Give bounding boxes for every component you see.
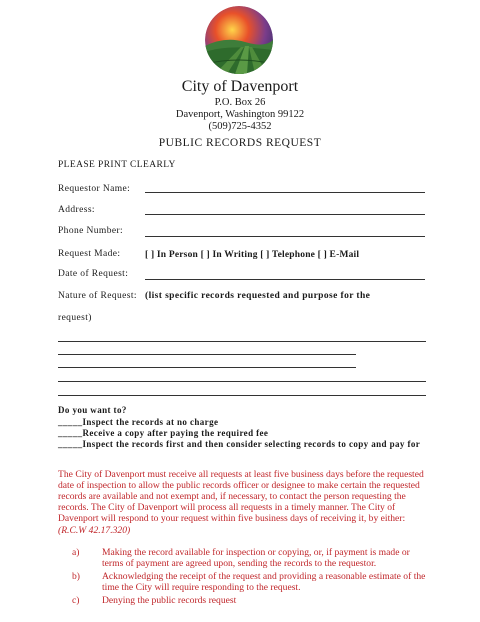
option-inspect[interactable]: _____Inspect the records at no charge bbox=[58, 417, 219, 427]
city-name: City of Davenport bbox=[181, 78, 299, 95]
response-letter-b: b) bbox=[72, 571, 80, 582]
date-of-request-field[interactable] bbox=[145, 279, 425, 280]
notice-line-3: records are available and not exempt and, if necessary, to contact the person requesting the bbox=[58, 491, 406, 502]
response-c-line-1: Denying the public records request bbox=[102, 595, 237, 606]
notice-line-4: records. The City of Davenport will process all requests in a timely manner. The City of bbox=[58, 502, 396, 513]
nature-of-request-label: Nature of Request: bbox=[58, 291, 137, 301]
request-made-label: Request Made: bbox=[58, 249, 121, 259]
response-b-line-1: Acknowledging the receipt of the request and providing a reasonable estimate of the bbox=[102, 571, 426, 582]
address-field[interactable] bbox=[145, 214, 425, 215]
phone: (509)725-4352 bbox=[208, 121, 272, 132]
options-question: Do you want to? bbox=[58, 405, 127, 415]
city-state: Davenport, Washington 99122 bbox=[175, 109, 305, 120]
nature-line-3[interactable] bbox=[58, 367, 356, 368]
nature-hint: (list specific records requested and purpose for the bbox=[145, 291, 371, 301]
response-a-line-1: Making the record available for inspection or copying, or, if payment is made or bbox=[102, 547, 410, 558]
request-method-options[interactable]: [ ] In Person [ ] In Writing [ ] Telephone [ ] E-Mail bbox=[145, 250, 360, 260]
form-title: PUBLIC RECORDS REQUEST bbox=[158, 137, 322, 149]
option-inspect-then-copy[interactable]: _____Inspect the records first and then consider selecting records to copy and pay for bbox=[58, 439, 421, 449]
city-logo bbox=[205, 6, 273, 74]
response-b-line-2: time the City will require responding to the request. bbox=[102, 582, 301, 593]
nature-line-1[interactable] bbox=[58, 341, 426, 342]
notice-line-5: Davenport will respond to your request within five business days of receiving it, by either: bbox=[58, 513, 406, 524]
print-clearly-note: PLEASE PRINT CLEARLY bbox=[58, 160, 176, 170]
nature-line-4[interactable] bbox=[58, 381, 426, 382]
requestor-name-label: Requestor Name: bbox=[58, 184, 131, 194]
response-letter-a: a) bbox=[72, 547, 80, 558]
response-a-line-2: terms of payment are agreed upon, sending the records to the requestor. bbox=[102, 558, 377, 569]
nature-hint-cont: request) bbox=[58, 313, 92, 323]
response-letter-c: c) bbox=[72, 595, 80, 606]
address-label: Address: bbox=[58, 205, 95, 215]
date-of-request-label: Date of Request: bbox=[58, 269, 129, 279]
option-receive-copy[interactable]: _____Receive a copy after paying the required fee bbox=[58, 428, 269, 438]
notice-citation: (R.C.W 42.17.320) bbox=[58, 525, 131, 536]
phone-number-label: Phone Number: bbox=[58, 226, 124, 236]
notice-line-1: The City of Davenport must receive all requests at least five business days before the requested bbox=[58, 469, 424, 480]
requestor-name-field[interactable] bbox=[145, 192, 425, 193]
phone-number-field[interactable] bbox=[145, 236, 425, 237]
nature-line-5[interactable] bbox=[58, 395, 426, 396]
po-box: P.O. Box 26 bbox=[214, 97, 266, 108]
nature-line-2[interactable] bbox=[58, 354, 356, 355]
notice-line-2: date of inspection to allow the public records officer or designee to make certain the requested bbox=[58, 480, 420, 491]
